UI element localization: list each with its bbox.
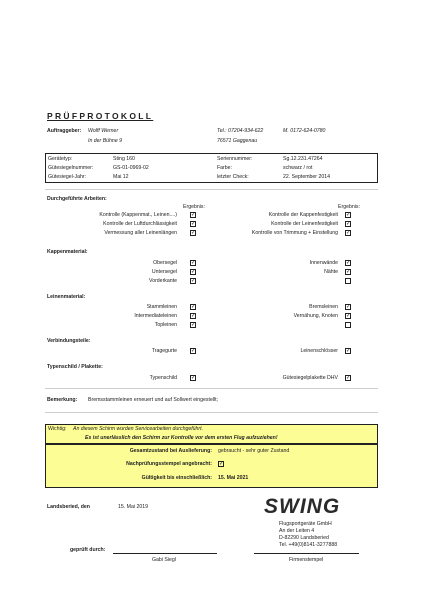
- gueltig-value: 15. Mai 2021: [218, 475, 249, 481]
- checkbox-checked[interactable]: ✓: [219, 461, 224, 467]
- kappen-left-item: Untersegel: [151, 269, 177, 275]
- arbeiten-right-item: Kontrolle der Leinenfestigkeit: [271, 221, 338, 227]
- company-tel: Tel. +49(0)8141-3277888: [279, 542, 338, 548]
- signer-name: Gabi Siegl: [152, 557, 176, 563]
- kappenmaterial-heading: Kappenmaterial:: [47, 249, 88, 255]
- checkbox-checked[interactable]: ✓: [346, 269, 351, 275]
- verbindungsteile-heading: Verbindungsteile:: [47, 338, 91, 344]
- checkbox-checked[interactable]: ✓: [346, 230, 351, 236]
- bemerkung-text: Bremsstammleinen erneuert und auf Sollwert eingestellt;: [88, 397, 219, 403]
- stempel-label: Nachprüfungsstempel angebracht:: [126, 461, 212, 467]
- leinen-left-item: Stammleinen: [146, 304, 177, 310]
- checkbox-checked[interactable]: ✓: [191, 313, 196, 319]
- checkbox-checked[interactable]: ✓: [191, 375, 196, 381]
- checkbox-checked[interactable]: ✓: [191, 269, 196, 275]
- leinen-left-item: Topleinen: [154, 322, 177, 328]
- kappen-left-item: Vorderkante: [149, 278, 177, 284]
- ergebnis-label-left: Ergebnis:: [183, 204, 205, 210]
- signature-line: [113, 553, 217, 554]
- customer-city: 76571 Gaggenau: [217, 138, 258, 144]
- stamp-line: [254, 553, 359, 554]
- checkbox-checked[interactable]: ✓: [191, 221, 196, 227]
- checkbox-checked[interactable]: ✓: [346, 221, 351, 227]
- letzter-check-value: 22. September 2014: [283, 174, 331, 180]
- checkbox-checked[interactable]: ✓: [191, 348, 196, 354]
- page-title: PRÜFPROTOKOLL: [47, 111, 154, 121]
- seriennummer-label: Seriennummer:: [217, 156, 253, 162]
- guetesiegelnummer-label: Gütesiegelnummer:: [48, 165, 94, 171]
- arbeiten-heading: Durchgeführte Arbeiten:: [47, 196, 107, 202]
- checkbox-empty[interactable]: [345, 278, 351, 284]
- company-city: D-82290 Landsberied: [279, 535, 329, 541]
- leinen-right-item: Vernähung, Knoten: [293, 313, 338, 319]
- logo-text: SWING: [264, 495, 341, 518]
- farbe-label: Farbe:: [217, 165, 232, 171]
- guetesiegeljahr-value: Mai 12: [113, 174, 129, 180]
- customer-mobile: M. 0172-624-0780: [283, 128, 326, 134]
- kappen-right-item: Innenwände: [309, 260, 338, 266]
- leinen-left-item: Intermediateleinen: [134, 313, 177, 319]
- customer-street: In der Bühne 9: [88, 138, 123, 144]
- farbe-value: schwarz / rot: [283, 165, 313, 171]
- arbeiten-left-item: Vermessung aller Leinenlängen: [104, 230, 177, 236]
- arbeiten-right-item: Kontrolle von Trimmung + Einstellung: [251, 230, 338, 236]
- customer-name: Wolff Werner: [88, 128, 119, 134]
- divider: [45, 388, 378, 389]
- typenschild-left-item: Typenschild: [149, 375, 177, 381]
- verbindung-left-item: Tragegurte: [151, 348, 177, 354]
- typenschild-right-item: Gütesiegelplakette DHV: [282, 375, 338, 381]
- gesamtzustand-label: Gesamtzustand bei Auslieferung:: [129, 448, 212, 454]
- swing-logo: [262, 494, 344, 518]
- typenschild-heading: Typenschild / Plakette:: [47, 364, 103, 370]
- notice-line1: An diesem Schirm wurden Servicearbeiten durchgeführt.: [73, 426, 204, 432]
- geraetetyp-label: Gerätetyp:: [48, 156, 73, 162]
- gesamtzustand-value: gebraucht - sehr guter Zustand: [218, 448, 290, 454]
- ergebnis-label-right: Ergebnis:: [338, 204, 360, 210]
- kappen-right-item: Nähte: [324, 269, 338, 275]
- company-name: Flugsportgeräte GmbH: [279, 521, 332, 527]
- checkbox-checked[interactable]: ✓: [346, 304, 351, 310]
- checkbox-checked[interactable]: ✓: [346, 313, 351, 319]
- bemerkung-label: Bemerkung:: [47, 397, 78, 403]
- arbeiten-left-item: Kontrolle (Kappenmat., Leinen....): [99, 212, 177, 218]
- checkbox-checked[interactable]: ✓: [191, 260, 196, 266]
- checkbox-checked[interactable]: ✓: [191, 304, 196, 310]
- leinen-right-item: Bremsleinen: [309, 304, 338, 310]
- seriennummer-value: Sg.12.231.47264: [283, 156, 323, 162]
- divider: [45, 189, 378, 190]
- notice-line2: Es ist unerlässlich den Schirm zur Kontrolle vor dem ersten Flug aufzuziehen!: [85, 435, 278, 441]
- checkbox-checked[interactable]: ✓: [346, 375, 351, 381]
- geprueft-label: geprüft durch:: [70, 547, 106, 553]
- checkbox-checked[interactable]: ✓: [346, 260, 351, 266]
- customer-tel: Tel.: 07204-934-622: [217, 128, 264, 134]
- firmenstempel-label: Firmenstempel: [289, 557, 324, 563]
- datum-value: 15. Mai 2019: [118, 504, 148, 510]
- checkbox-checked[interactable]: ✓: [346, 212, 351, 218]
- kappen-left-item: Obersegel: [153, 260, 177, 266]
- checkbox-checked[interactable]: ✓: [191, 212, 196, 218]
- checkbox-checked[interactable]: ✓: [346, 348, 351, 354]
- leinenmaterial-heading: Leinenmaterial:: [47, 294, 86, 300]
- checkbox-checked[interactable]: ✓: [191, 230, 196, 236]
- divider: [45, 412, 378, 413]
- geraetetyp-value: Sting 160: [113, 156, 135, 162]
- guetesiegeljahr-label: Gütesiegel-Jahr:: [48, 174, 87, 180]
- letzter-check-label: letzter Check:: [217, 174, 249, 180]
- checkbox-empty[interactable]: [345, 322, 351, 328]
- gueltig-label: Gültigkeit bis einschließlich:: [141, 475, 212, 481]
- auftraggeber-label: Auftraggeber:: [47, 128, 82, 134]
- notice-wichtig: Wichtig:: [48, 426, 67, 432]
- checkbox-checked[interactable]: ✓: [191, 278, 196, 284]
- checkbox-checked[interactable]: ✓: [191, 322, 196, 328]
- arbeiten-right-item: Kontrolle der Kappenfestigkeit: [268, 212, 338, 218]
- company-street: An der Leiten 4: [279, 528, 315, 534]
- arbeiten-left-item: Kontrolle der Luftdurchlässigkeit: [103, 221, 177, 227]
- ort-label: Landsberied, den: [47, 504, 90, 510]
- guetesiegelnummer-value: GS-01-0969-02: [113, 165, 149, 171]
- verbindung-right-item: Leinenschlösser: [300, 348, 338, 354]
